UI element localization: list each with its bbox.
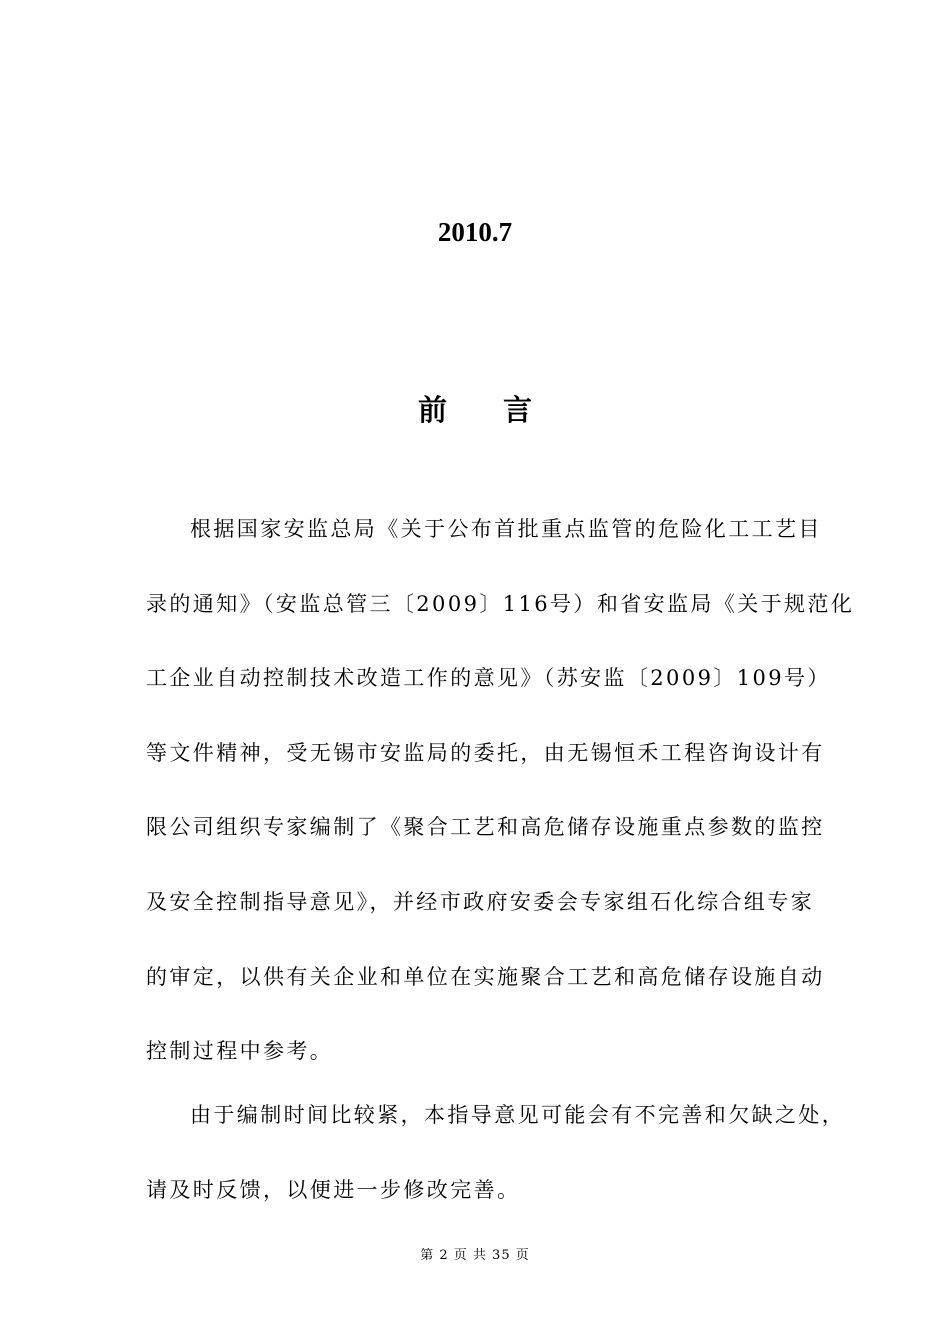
paragraph-1-line-4: 等文件精神，受无锡市安监局的委托，由无锡恒禾工程咨询设计有 — [146, 741, 825, 765]
paragraph-2-line-1: 由于编制时间比较紧，本指导意见可能会有不完善和欠缺之处， — [190, 1103, 846, 1127]
document-date: 2010.7 — [437, 217, 513, 247]
paragraph-1-line-3: 工企业自动控制技术改造工作的意见》（苏安监〔2009〕109号） — [146, 666, 831, 690]
paragraph-2-line-2: 请及时反馈，以便进一步修改完善。 — [146, 1178, 521, 1202]
paragraph-1-line-6: 及安全控制指导意见》，并经市政府安委会专家组石化综合组专家 — [146, 890, 815, 914]
section-title — [0, 392, 950, 428]
paragraph-1-line-2: 录的通知》（安监总管三〔2009〕116号）和省安监局《关于规范化 — [146, 592, 855, 616]
title-char-1: 前 — [417, 393, 447, 427]
paragraph-1-line-1: 根据国家安监总局《关于公布首批重点监管的危险化工工艺目 — [190, 517, 822, 541]
title-char-2: 言 — [503, 393, 533, 427]
paragraph-1-line-8: 控制过程中参考。 — [146, 1039, 334, 1063]
paragraph-1-line-5: 限公司组织专家编制了《聚合工艺和高危储存设施重点参数的监控 — [146, 815, 825, 839]
page-footer: 第 2 页 共 35 页 — [420, 1248, 530, 1263]
paragraph-1-line-7: 的审定，以供有关企业和单位在实施聚合工艺和高危储存设施自动 — [146, 965, 825, 989]
